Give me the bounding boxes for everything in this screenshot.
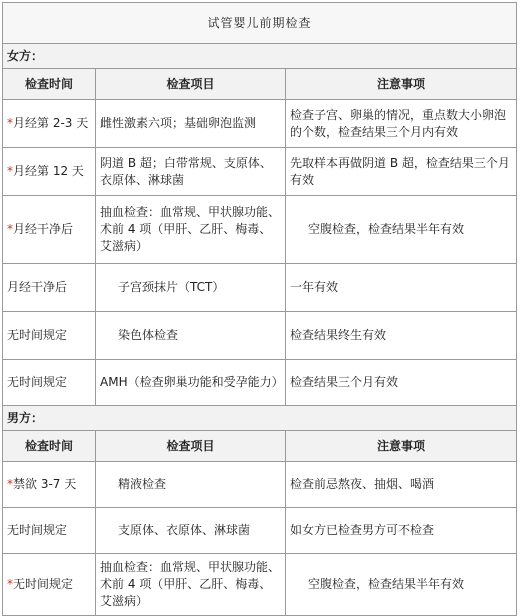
note-cell: 空腹检查，检查结果半年有效 (286, 554, 517, 616)
exam-table (2, 2, 517, 616)
time-text: 月经干净后 (7, 280, 68, 294)
time-cell (3, 196, 96, 264)
note-cell: 检查结果终生有效 (286, 312, 517, 360)
female-section-label: 女方： (3, 44, 517, 69)
time-cell (3, 554, 96, 616)
item-cell: 抽血检查：血常规、甲状腺功能、术前 4 项（甲肝、乙肝、梅毒、艾滋病） (96, 196, 286, 264)
male-header-row (3, 431, 517, 462)
male-section-label: 男方： (3, 406, 517, 431)
note-cell: 检查子宫、卵巢的情况，重点数大小卵泡的个数，检查结果三个月内有效 (286, 100, 517, 148)
item-cell: 子宫颈抹片（TCT） (96, 264, 286, 312)
female-section-row (3, 44, 517, 69)
male-section-row (3, 406, 517, 431)
title-row (3, 3, 517, 44)
table-row (3, 360, 517, 406)
time-text: 月经第 2-3 天 (13, 116, 89, 130)
time-cell (3, 264, 96, 312)
time-text: 无时间规定 (7, 375, 68, 389)
item-cell: 精液检查 (96, 462, 286, 508)
note-cell: 检查结果三个月有效 (286, 360, 517, 406)
star-mark: * (7, 577, 13, 591)
header-note: 注意事项 (286, 431, 517, 462)
header-item: 检查项目 (96, 431, 286, 462)
star-mark: * (7, 477, 13, 491)
header-time: 检查时间 (3, 69, 96, 100)
time-text: 月经第 12 天 (13, 164, 84, 178)
star-mark: * (7, 222, 13, 236)
note-cell: 检查前忌熬夜、抽烟、喝酒 (286, 462, 517, 508)
table-row (3, 196, 517, 264)
time-cell (3, 508, 96, 554)
note-cell: 如女方已检查男方可不检查 (286, 508, 517, 554)
table-row (3, 554, 517, 616)
table-row (3, 100, 517, 148)
time-text: 无时间规定 (7, 328, 68, 342)
star-mark: * (7, 116, 13, 130)
time-text: 无时间规定 (13, 577, 74, 591)
item-cell: 染色体检查 (96, 312, 286, 360)
time-cell (3, 312, 96, 360)
note-cell: 一年有效 (286, 264, 517, 312)
time-text: 禁欲 3-7 天 (13, 477, 77, 491)
item-cell: 阴道 B 超；白带常规、支原体、衣原体、淋球菌 (96, 148, 286, 196)
time-cell (3, 100, 96, 148)
time-cell (3, 148, 96, 196)
table-row (3, 462, 517, 508)
female-header-row (3, 69, 517, 100)
table-row (3, 508, 517, 554)
item-cell: 雌性激素六项；基础卵泡监测 (96, 100, 286, 148)
table-row (3, 264, 517, 312)
header-item: 检查项目 (96, 69, 286, 100)
exam-sheet (2, 2, 519, 616)
header-note: 注意事项 (286, 69, 517, 100)
star-mark: * (7, 164, 13, 178)
table-row (3, 312, 517, 360)
time-cell (3, 360, 96, 406)
item-cell: 抽血检查：血常规、甲状腺功能、术前 4 项（甲肝、乙肝、梅毒、艾滋病） (96, 554, 286, 616)
page-title: 试管婴儿前期检查 (3, 3, 517, 44)
note-cell: 空腹检查，检查结果半年有效 (286, 196, 517, 264)
item-cell: 支原体、衣原体、淋球菌 (96, 508, 286, 554)
time-cell (3, 462, 96, 508)
item-cell: AMH（检查卵巢功能和受孕能力） (96, 360, 286, 406)
table-row (3, 148, 517, 196)
header-time: 检查时间 (3, 431, 96, 462)
note-cell: 先取样本再做阴道 B 超，检查结果三个月有效 (286, 148, 517, 196)
time-text: 无时间规定 (7, 523, 68, 537)
time-text: 月经干净后 (13, 222, 74, 236)
